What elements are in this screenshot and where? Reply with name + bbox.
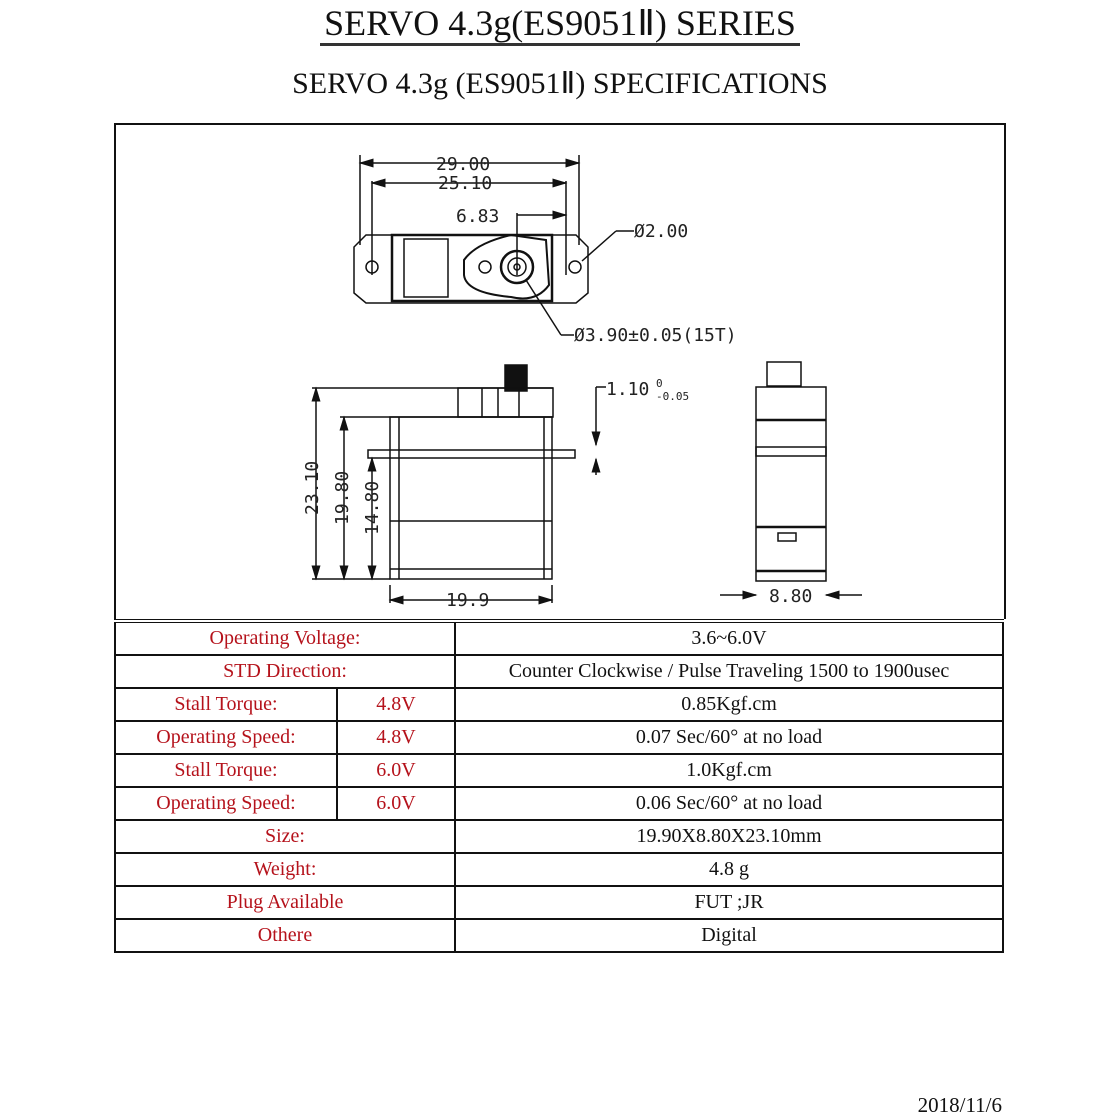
dim-tab-tol-lower: -0.05 (656, 390, 690, 403)
spec-label: Operating Speed: (115, 787, 337, 820)
spec-row (115, 655, 1003, 688)
dim-tab-tol-upper: 0 (656, 377, 663, 390)
spec-label: Stall Torque: (115, 688, 337, 721)
spec-row (115, 886, 1003, 919)
spec-row (115, 621, 1003, 655)
document-date: 2018/11/6 (917, 1093, 1002, 1117)
spec-label: Operating Speed: (115, 721, 337, 754)
spec-value: FUT ;JR (455, 886, 1003, 919)
spec-row (115, 721, 1003, 754)
dim-tab-thickness: 1.10 (606, 379, 650, 400)
dim-spline: Ø3.90±0.05(15T) (574, 325, 737, 346)
dim-depth: 8.80 (769, 586, 813, 607)
spec-row (115, 754, 1003, 787)
spec-value: Counter Clockwise / Pulse Traveling 1500 to 1900usec (455, 655, 1003, 688)
spec-label: Plug Available (115, 886, 455, 919)
spec-label: Othere (115, 919, 455, 952)
spec-value: 0.06 Sec/60° at no load (455, 787, 1003, 820)
dim-body-height: 19.80 (332, 470, 353, 525)
spec-label: Stall Torque: (115, 754, 337, 787)
spec-value: 19.90X8.80X23.10mm (455, 820, 1003, 853)
spec-row (115, 853, 1003, 886)
spec-label: STD Direction: (115, 655, 455, 688)
spec-label: Weight: (115, 853, 455, 886)
spec-value: 4.8 g (455, 853, 1003, 886)
dim-mount-height: 14.80 (362, 480, 383, 535)
spec-value: 1.0Kgf.cm (455, 754, 1003, 787)
spec-voltage: 6.0V (337, 787, 455, 820)
title-text: SERVO 4.3g(ES9051Ⅱ) SERIES (320, 3, 800, 46)
spec-row (115, 919, 1003, 952)
servo-dimension-drawing (116, 125, 1004, 619)
dim-shaft-offset: 6.83 (456, 206, 500, 227)
spec-value: 3.6~6.0V (455, 621, 1003, 655)
spec-value: Digital (455, 919, 1003, 952)
spec-row (115, 820, 1003, 853)
spec-label: Operating Voltage: (115, 621, 455, 655)
spec-voltage: 6.0V (337, 754, 455, 787)
spec-row (115, 787, 1003, 820)
spec-table (114, 619, 1004, 953)
spec-voltage: 4.8V (337, 688, 455, 721)
document-subtitle: SERVO 4.3g (ES9051Ⅱ) SPECIFICATIONS (292, 67, 828, 100)
technical-drawing (114, 123, 1006, 619)
document-title (0, 2, 1120, 46)
dim-overall-width: 29.00 (436, 154, 491, 175)
spec-value: 0.85Kgf.cm (455, 688, 1003, 721)
dim-total-height: 23.10 (302, 460, 323, 515)
dim-width: 19.9 (446, 590, 490, 611)
spec-value: 0.07 Sec/60° at no load (455, 721, 1003, 754)
dim-hole-spacing: 25.10 (438, 173, 493, 194)
spec-voltage: 4.8V (337, 721, 455, 754)
spec-label: Size: (115, 820, 455, 853)
spec-row (115, 688, 1003, 721)
dim-hole-diameter: Ø2.00 (634, 221, 689, 242)
